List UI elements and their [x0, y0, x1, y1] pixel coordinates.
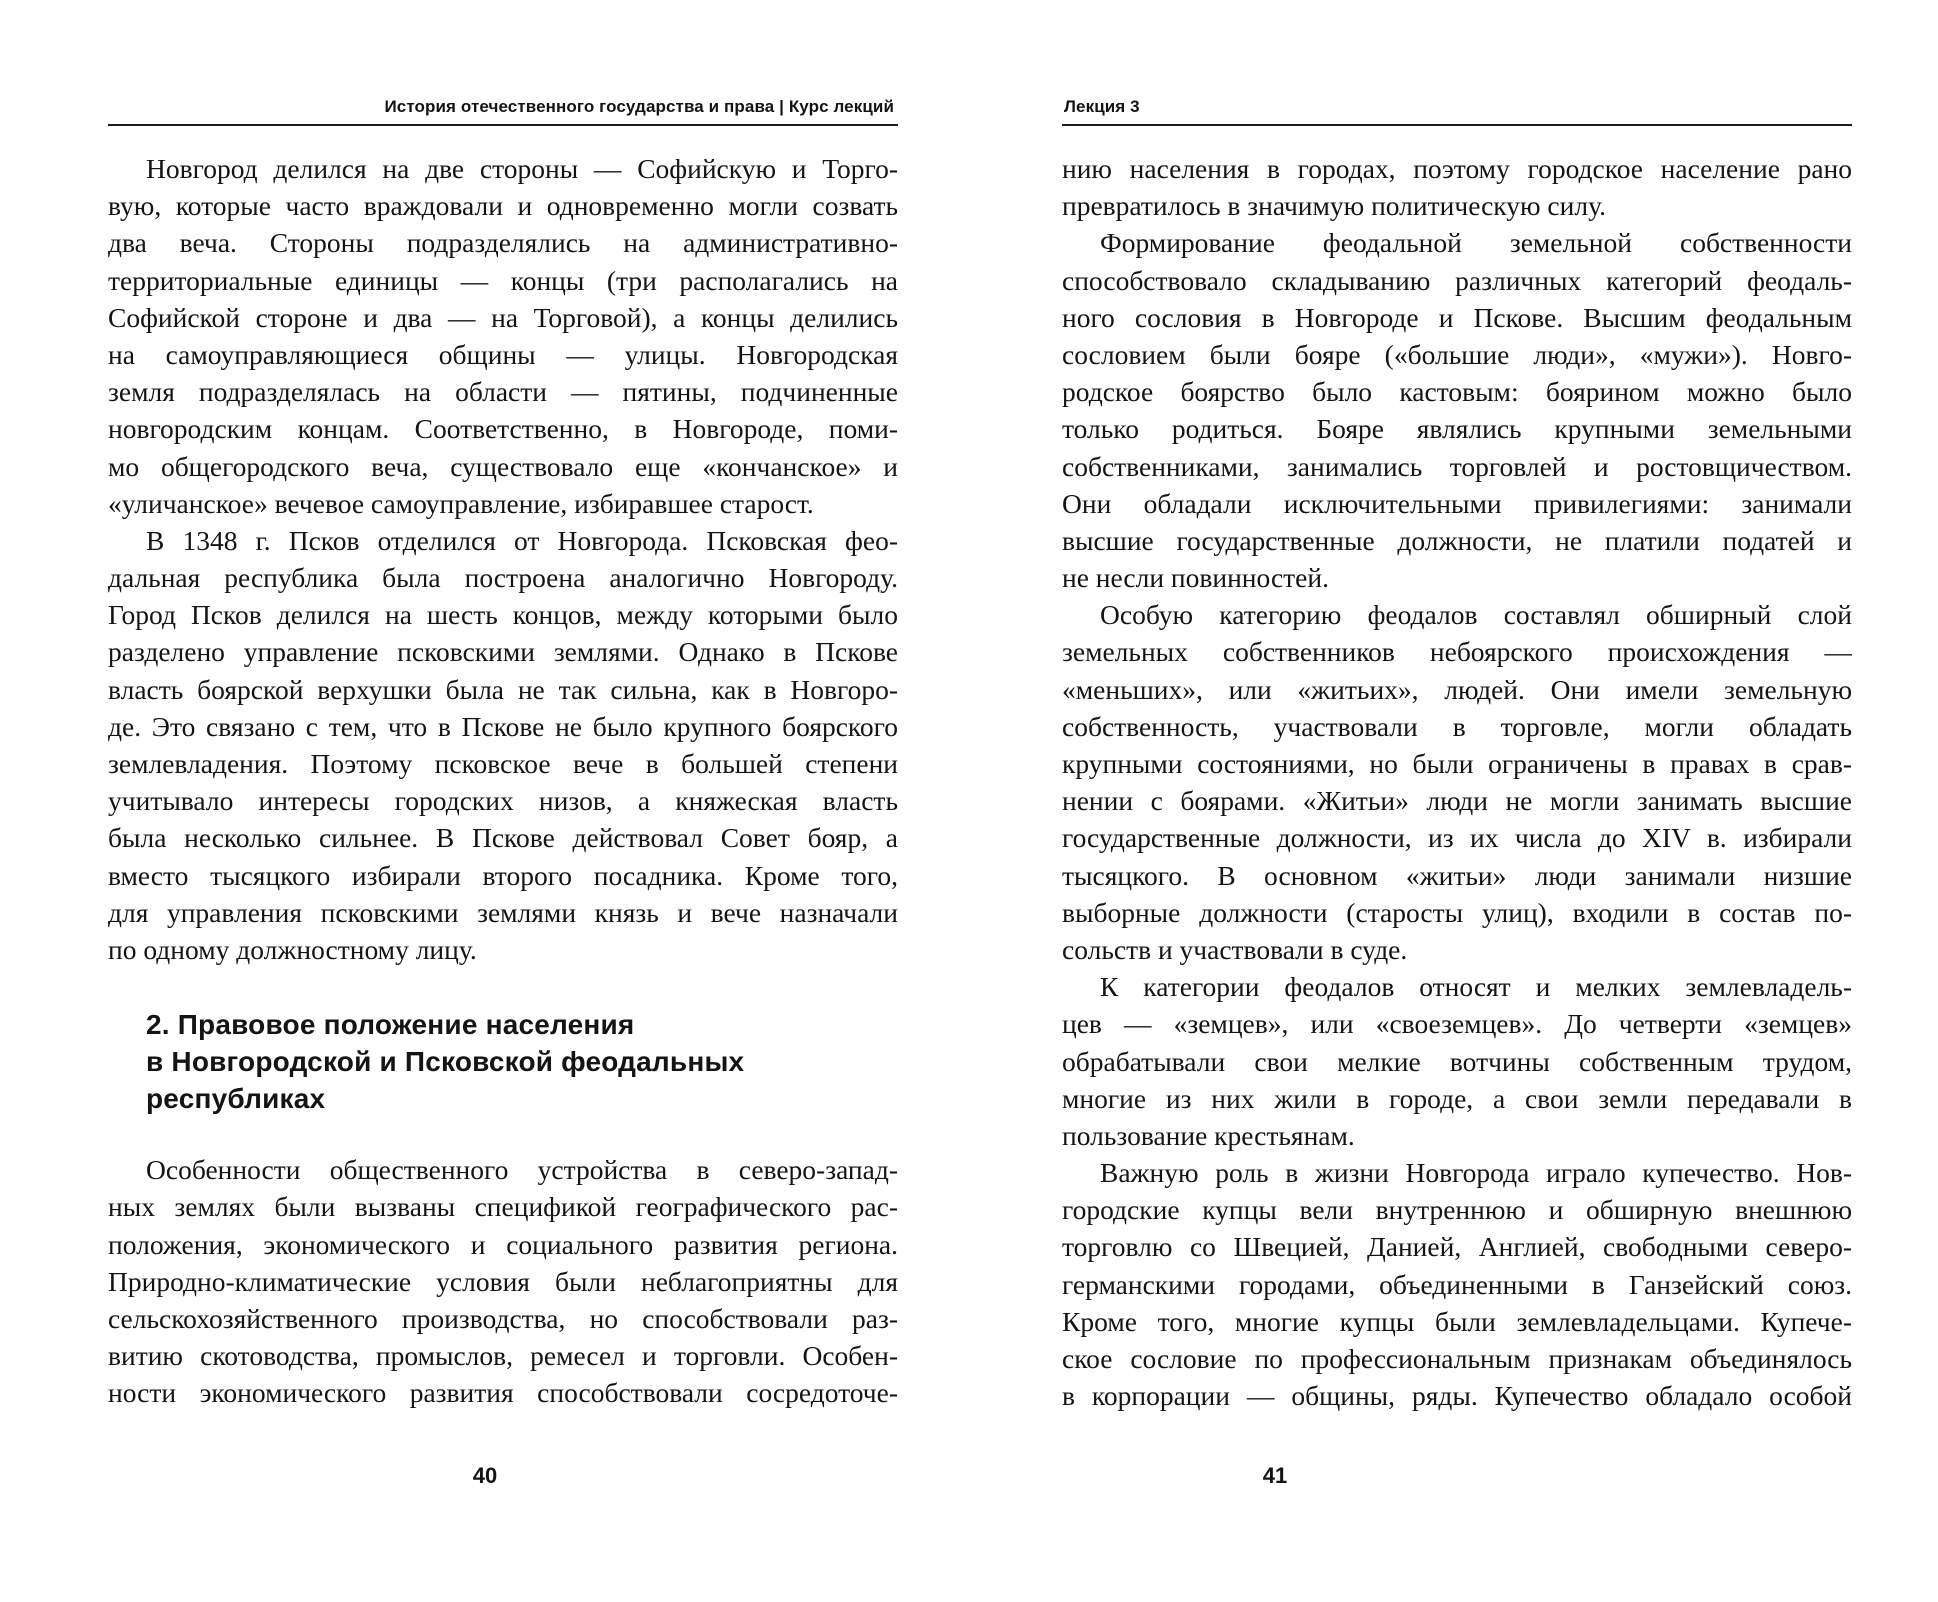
text-line: «уличанское» вечевое самоуправление, избиравшее старост.	[108, 487, 814, 519]
text-line: новгородским концам. Соответственно, в Новгороде, поми-	[108, 413, 898, 445]
running-head-title: История отечественного государства и права | Курс лекций	[384, 97, 894, 116]
text-line: «меньших», или «житьих», людей. Они имели земельную	[1062, 673, 1852, 705]
text-line: мо общегородского веча, существовало еще «кончанское» и	[108, 450, 898, 482]
text-line: государственные должности, из их числа до XIV в. избирали	[1062, 822, 1852, 854]
left-page	[108, 0, 898, 1602]
text-line: Природно-климатические условия были неблагоприятны для	[108, 1265, 898, 1297]
text-line: Город Псков делился на шесть концов, между которыми было	[108, 599, 898, 631]
text-line: способствовало складыванию различных категорий феодаль-	[1062, 264, 1852, 296]
paragraph	[108, 150, 898, 522]
text-line: территориальные единицы — концы (три располагались на	[108, 264, 898, 296]
running-head-title: Лекция 3	[1064, 97, 1140, 116]
text-line: де. Это связано с тем, что в Пскове не было крупного боярского	[108, 710, 898, 742]
text-line: вместо тысяцкого избирали второго посадника. Кроме того,	[108, 859, 898, 891]
text-line: превратилось в значимую политическую силу.	[1062, 190, 1606, 222]
text-line: витию скотоводства, промыслов, ремесел и торговли. Особен-	[108, 1340, 898, 1372]
page-number: 41	[1262, 1463, 1288, 1488]
text-line: Важную роль в жизни Новгорода играло купечество. Нов-	[1100, 1157, 1852, 1189]
heading-line: в Новгородской и Псковской феодальных	[146, 1046, 745, 1078]
paragraph	[1062, 596, 1852, 968]
text-line: дальная республика была построена аналогично Новгороду.	[108, 562, 898, 594]
text-line: сельскохозяйственного производства, но способствовали раз-	[108, 1302, 898, 1334]
text-line: в корпорации — общины, ряды. Купечество обладало особой	[1062, 1380, 1852, 1412]
text-line: пользование крестьянам.	[1062, 1119, 1355, 1151]
text-line: ности экономического развития способствовали сосредоточе-	[108, 1377, 898, 1409]
paragraph	[1062, 1154, 1852, 1414]
text-line: разделено управление псковскими землями. Однако в Пскове	[108, 636, 898, 668]
text-line: обрабатывали свои мелкие вотчины собственным трудом,	[1062, 1045, 1852, 1077]
running-head	[1062, 96, 1852, 126]
text-line: нию населения в городах, поэтому городское население рано	[1062, 153, 1852, 184]
paragraph	[1062, 224, 1852, 596]
text-line: торговлю со Швецией, Данией, Англией, свободными северо-	[1062, 1231, 1852, 1263]
text-line: только родиться. Бояре являлись крупными земельными	[1062, 413, 1852, 445]
paragraph	[1062, 968, 1852, 1154]
text-line: городские купцы вели внутреннюю и обширную внешнюю	[1062, 1194, 1852, 1226]
right-body-text	[1062, 150, 1852, 1414]
left-body-text	[108, 150, 898, 1411]
text-line: землевладения. Поэтому псковское вече в большей степени	[108, 748, 898, 779]
paragraph	[108, 522, 898, 968]
text-line: крупными состояниями, но были ограничены в правах в срав-	[1062, 748, 1852, 779]
text-line: ных землях были вызваны спецификой географического рас-	[108, 1191, 898, 1223]
text-line: тысяцкого. В основном «житьи» люди занимали низшие	[1062, 859, 1852, 891]
text-line: два веча. Стороны подразделялись на административно-	[108, 227, 898, 259]
heading-line: 2. Правовое положение населения	[146, 1009, 635, 1041]
text-line: земля подразделялась на области — пятины, подчиненные	[108, 376, 898, 408]
text-line: германскими городами, объединенными в Ганзейский союз.	[1062, 1268, 1852, 1300]
text-line: на самоуправляющиеся общины — улицы. Новгородская	[108, 338, 898, 370]
text-line: выборные должности (старосты улиц), входили в состав по-	[1062, 896, 1852, 928]
page-number: 40	[472, 1463, 498, 1488]
text-line: ного сословия в Новгороде и Пскове. Высшим феодальным	[1062, 301, 1852, 333]
text-line: ское сословие по профессиональным признакам объединялось	[1062, 1343, 1852, 1374]
paragraph	[108, 1151, 898, 1411]
text-line: власть боярской верхушки была не так сильна, как в Новгоро-	[108, 673, 898, 705]
text-line: нении с боярами. «Житьи» люди не могли занимать высшие	[1062, 785, 1852, 817]
text-line: Они обладали исключительными привилегиями: занимали	[1062, 487, 1852, 519]
text-line: В 1348 г. Псков отделился от Новгорода. Псковская фео-	[146, 524, 898, 556]
text-line: Формирование феодальной земельной собственности	[1100, 227, 1852, 259]
text-line: сольств и участвовали в суде.	[1062, 933, 1408, 965]
text-line: земельных собственников небоярского происхождения —	[1062, 636, 1852, 668]
text-line: многие из них жили в городе, а свои земли передавали в	[1062, 1082, 1852, 1114]
text-line: по одному должностному лицу.	[108, 933, 477, 965]
text-line: учитывало интересы городских низов, а княжеская власть	[108, 785, 898, 817]
text-line: Особенности общественного устройства в северо-запад-	[146, 1154, 898, 1186]
text-line: родское боярство было кастовым: боярином можно было	[1062, 376, 1852, 408]
text-line: положения, экономического и социального развития региона.	[108, 1228, 898, 1260]
text-line: высшие государственные должности, не платили податей и	[1062, 524, 1852, 556]
text-line: К категории феодалов относят и мелких землевладель-	[1100, 971, 1852, 1003]
text-line: Новгород делился на две стороны — Софийскую и Торго-	[146, 153, 898, 184]
text-line: цев — «земцев», или «своеземцев». До четверти «земцев»	[1062, 1008, 1852, 1040]
text-line: не несли повинностей.	[1062, 562, 1329, 594]
right-page	[1062, 0, 1852, 1602]
text-line: Софийской стороне и два — на Торговой), а концы делились	[108, 301, 898, 333]
paragraph	[1062, 150, 1852, 224]
text-line: Особую категорию феодалов составлял обширный слой	[1100, 599, 1852, 631]
section-heading	[108, 1006, 898, 1117]
text-line: вую, которые часто враждовали и одновременно могли созвать	[108, 190, 898, 222]
heading-line: республиках	[146, 1083, 326, 1115]
running-head	[108, 96, 898, 126]
text-line: собственность, участвовали в торговле, могли обладать	[1062, 710, 1852, 742]
text-line: собственниками, занимались торговлей и ростовщичеством.	[1062, 450, 1852, 482]
text-line: для управления псковскими землями князь и вече назначали	[108, 896, 898, 928]
text-line: сословием были бояре («большие люди», «мужи»). Новго-	[1062, 338, 1852, 370]
text-line: Кроме того, многие купцы были землевладельцами. Купече-	[1062, 1305, 1852, 1337]
text-line: была несколько сильнее. В Пскове действовал Совет бояр, а	[108, 822, 898, 854]
